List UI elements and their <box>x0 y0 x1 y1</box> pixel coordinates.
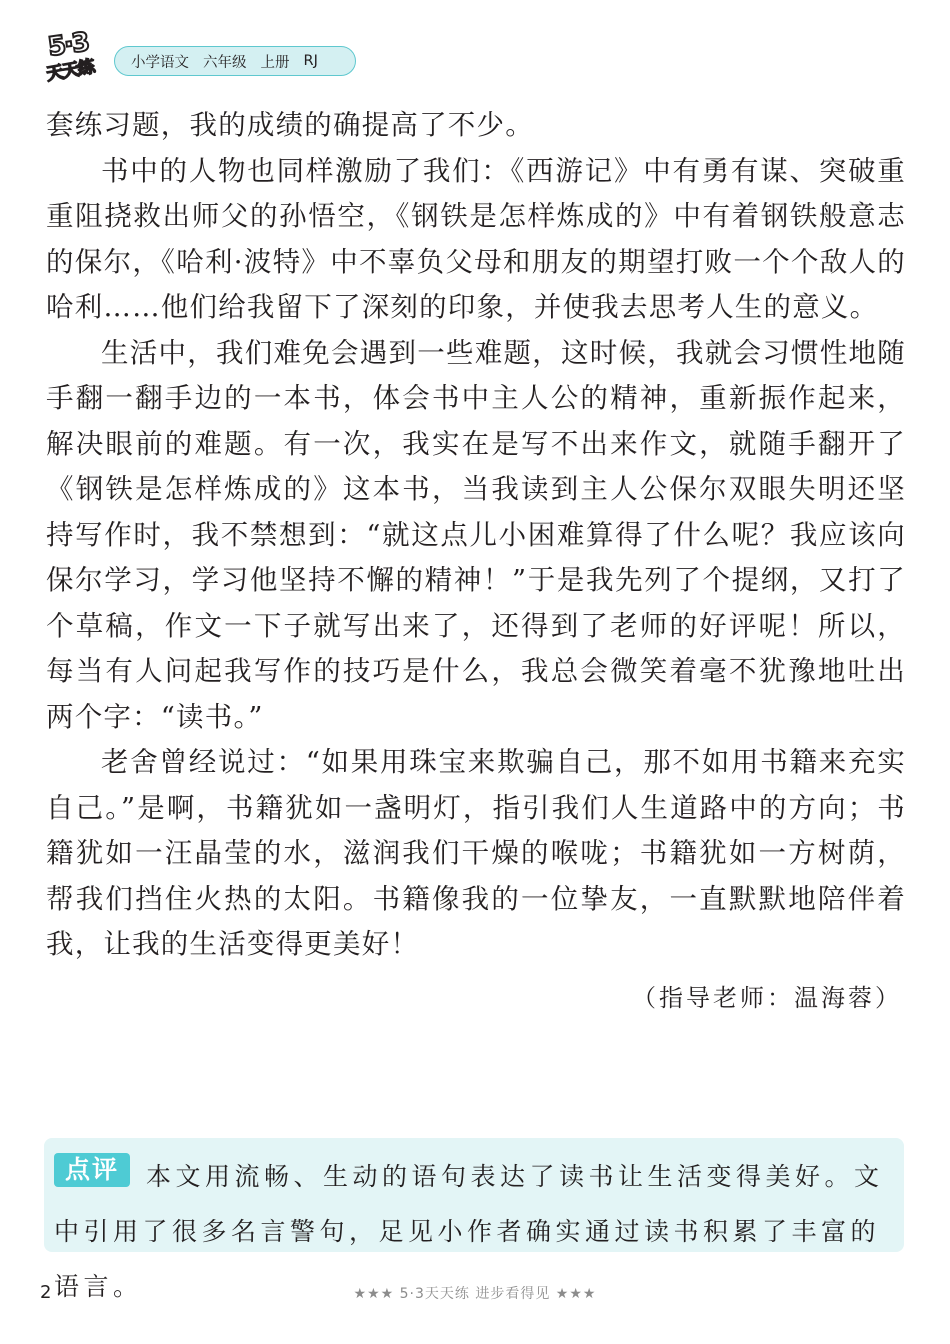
teacher-note: （指导老师：温海蓉） <box>632 983 902 1012</box>
grade-label: 六年级 <box>203 54 247 71</box>
edition-label: RJ <box>303 53 318 69</box>
comment-text: 本文用流畅、生动的语句表达了读书让生活变得美好。文中引用了很多名言警句，足见小作者确实通过读书积累了丰富的语言。 <box>54 1162 884 1301</box>
paragraph-3: 生活中，我们难免会遇到一些难题，这时候，我就会习惯性地随手翻一翻手边的一本书，体会书中主人公的精神，重新振作起来，解决眼前的难题。有一次，我实在是写不出来作文，就随手翻开了《钢铁是怎样炼成的》这本书，当我读到主人公保尔双眼失明还坚持写作时，我不禁想到：“就这点儿小困难算得了什么呢？我应该向保尔学习，学习他坚持不懈的精神！”于是我先列了个提纲，又打了个草稿，作文一下子就写出来了，还得到了老师的好评呢！所以，每当有人问起我写作的技巧是什么，我总会微笑着毫不犹豫地吐出两个字：“读书。” <box>46 336 906 733</box>
paragraph-4: 老舍曾经说过：“如果用珠宝来欺骗自己，那不如用书籍来充实自己。”是啊，书籍犹如一盏明灯，指引我们人生道路中的方向；书籍犹如一汪晶莹的水，滋润我们干燥的喉咙；书籍犹如一方树荫，帮我们挡住火热的太阳。书籍像我的一位挚友，一直默默地陪伴着我，让我的生活变得更美好！ <box>46 746 906 960</box>
comment-label: 点评 <box>54 1153 130 1187</box>
brand-logo <box>42 28 112 90</box>
subject-label: 小学语文 <box>131 54 189 71</box>
page-number: 2 <box>40 1282 52 1303</box>
logo-number: 5·3 <box>46 27 90 63</box>
page-header <box>42 28 372 90</box>
logo-text: 天天练 <box>45 56 96 85</box>
volume-label: 上册 <box>260 54 290 71</box>
paragraph-2: 书中的人物也同样激励了我们：《西游记》中有勇有谋、突破重重阻挠救出师父的孙悟空，《钢铁是怎样炼成的》中有着钢铁般意志的保尔，《哈利·波特》中不辜负父母和朋友的期望打败一个个敌人的哈利……他们给我留下了深刻的印象，并使我去思考人生的意义。 <box>46 154 906 323</box>
course-info-badge <box>114 46 356 76</box>
footer-slogan: ★★★ 5·3天天练 进步看得见 ★★★ <box>353 1286 597 1302</box>
paragraph-1: 套练习题，我的成绩的确提高了不少。 <box>46 109 534 141</box>
essay-body <box>46 103 906 1021</box>
